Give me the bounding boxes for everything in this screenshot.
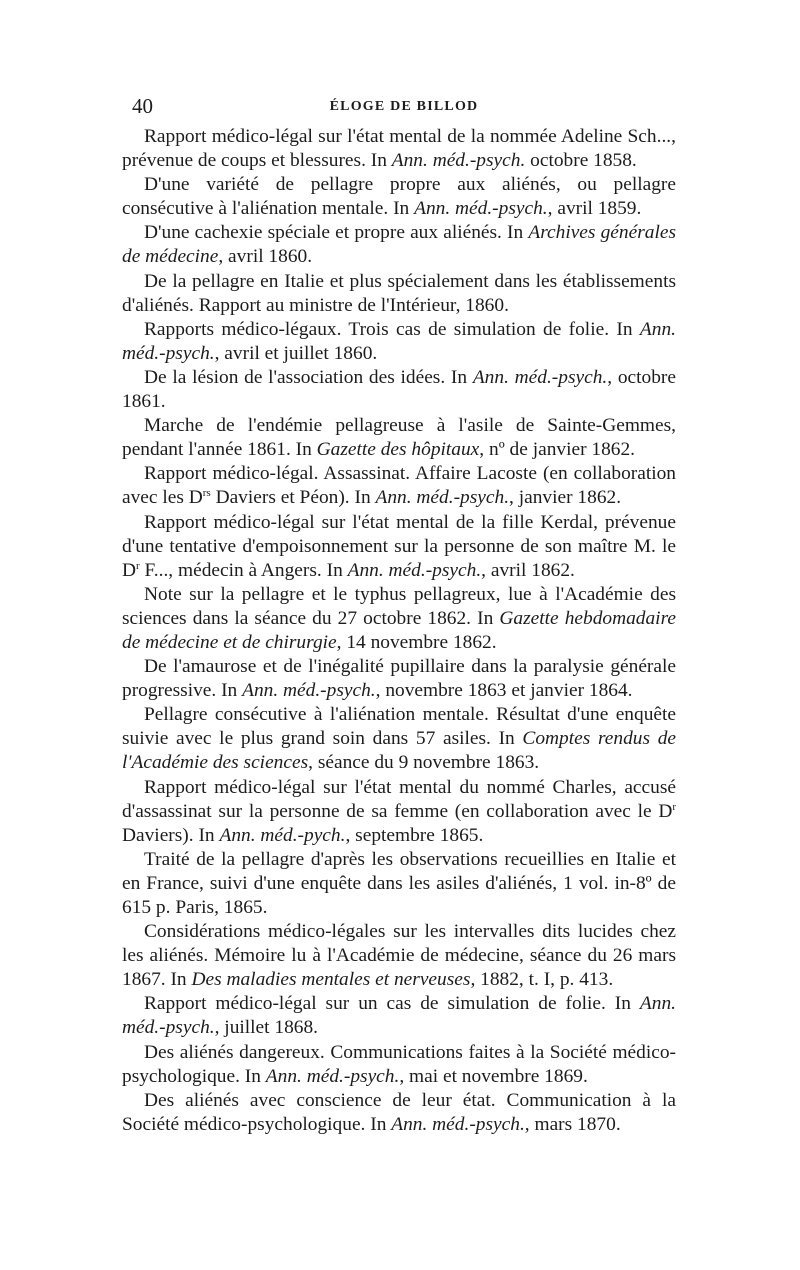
entry-text: Rapport médico-légal. Assassinat. Affaire Lacoste (en collaboration avec les D	[122, 463, 676, 509]
entry-text: Traité de la pellagre d'après les observations recueillies en Italie et en France, suivi d'une enquête dans les asiles d'aliénés, 1 vol. in-8º de 615 p. Paris, 1865.	[122, 848, 676, 918]
publication-title: Ann. méd.-psych.	[265, 1065, 400, 1087]
entry-text: Daviers et Péon). In	[210, 487, 376, 509]
bibliography-entry	[122, 173, 676, 221]
entry-text: Des aliénés dangereux. Communications faites à la Société médico-psychologique. In	[122, 1041, 676, 1087]
entry-text: De la lésion de l'association des idées. In	[144, 366, 473, 388]
entry-text: octobre 1858.	[525, 150, 637, 172]
bibliography-entry	[122, 920, 676, 992]
entry-text: , avril 1862.	[481, 559, 575, 581]
publication-title: Ann. méd.-pych.	[219, 824, 346, 846]
publication-title: Des maladies mentales et nerveuses	[191, 969, 471, 991]
entry-text: Daviers). In	[122, 824, 220, 846]
entry-text: D'une cachexie spéciale et propre aux aliénés. In	[144, 222, 529, 244]
publication-title: Ann. méd.-psych.	[375, 487, 510, 509]
page-header	[132, 93, 676, 119]
entry-text: , nº de janvier 1862.	[479, 439, 636, 461]
entry-text: Rapport médico-légal sur l'état mental de la nommée Adeline Sch..., prévenue de coups et blessures. In	[122, 126, 676, 172]
bibliography-entry	[122, 848, 676, 920]
entry-text: Note sur la pellagre et le typhus pellagreux, lue à l'Académie des sciences dans la séance du 27 octobre 1862. In	[122, 583, 676, 629]
bibliography-entry	[122, 583, 676, 655]
bibliography-entry	[122, 1089, 676, 1137]
superscript: rs	[202, 487, 211, 500]
entry-text: F..., médecin à Angers. In	[139, 559, 348, 581]
entry-text: , avril 1860.	[218, 246, 313, 268]
entry-text: Considérations médico-légales sur les intervalles dits lucides chez les aliénés. Mémoire lu à l'Académie de médecine, séance du 26 mars 1867. In	[122, 921, 676, 991]
entry-text: Des aliénés avec conscience de leur état. Communication à la Société médico-psychologique. In	[122, 1089, 676, 1135]
bibliography-entry	[122, 125, 676, 173]
publication-title: Ann. méd.-psych.	[414, 198, 548, 220]
publication-title: Ann. méd.-psych.	[122, 993, 676, 1039]
entry-text: Marche de l'endémie pellagreuse à l'asile de Sainte-Gemmes, pendant l'année 1861. In	[122, 415, 676, 461]
bibliography-entry	[122, 776, 676, 848]
bibliography-list	[122, 125, 676, 1137]
entry-text: , mars 1870.	[524, 1113, 621, 1135]
bibliography-entry	[122, 318, 676, 366]
entry-text: De l'amaurose et de l'inégalité pupillaire dans la paralysie générale progressive. In	[122, 656, 676, 702]
publication-title: Comptes rendus de l'Académie des sciences	[122, 728, 676, 774]
publication-title: Ann. méd.-psych.	[472, 366, 608, 388]
bibliography-entry	[122, 221, 676, 269]
entry-text: , avril 1859.	[547, 198, 642, 220]
publication-title: Ann. méd.-psych.	[242, 680, 376, 702]
publication-title: Ann. méd.-psych.	[347, 559, 482, 581]
bibliography-entry	[122, 703, 676, 775]
page-number: 40	[132, 94, 153, 118]
publication-title: Archives générales de médecine	[122, 222, 676, 268]
superscript: r	[136, 559, 140, 572]
bibliography-entry	[122, 1041, 676, 1089]
entry-text: Pellagre consécutive à l'aliénation mentale. Résultat d'une enquête suivie avec le plus grand soin dans 57 asiles. In	[122, 704, 676, 750]
entry-text: D'une variété de pellagre propre aux aliénés, ou pellagre consécutive à l'aliénation mentale. In	[122, 174, 676, 220]
bibliography-entry	[122, 414, 676, 462]
bibliography-entry	[122, 511, 676, 583]
bibliography-entry	[122, 270, 676, 318]
entry-text: , janvier 1862.	[509, 487, 622, 509]
bibliography-entry	[122, 366, 676, 414]
entry-text: Rapports médico-légaux. Trois cas de simulation de folie. In	[144, 318, 640, 340]
entry-text: , 14 novembre 1862.	[336, 631, 497, 653]
superscript: r	[672, 800, 676, 813]
publication-title: Gazette hebdomadaire de médecine et de chirurgie	[122, 607, 676, 653]
entry-text: Rapport médico-légal sur un cas de simulation de folie. In	[144, 993, 640, 1015]
entry-text: De la pellagre en Italie et plus spécialement dans les établissements d'aliénés. Rapport au ministre de l'Intérieur, 1860.	[122, 270, 676, 316]
bibliography-entry	[122, 992, 676, 1040]
bibliography-entry	[122, 462, 676, 510]
entry-text: , 1882, t. I, p. 413.	[470, 969, 614, 991]
running-title: ÉLOGE DE BILLOD	[329, 99, 479, 114]
entry-text: , mai et novembre 1869.	[399, 1065, 588, 1087]
entry-text: Rapport médico-légal sur l'état mental du nommé Charles, accusé d'assassinat sur la personne de sa femme (en collaboration avec le D	[122, 776, 676, 822]
entry-text: , séance du 9 novembre 1863.	[308, 752, 540, 774]
entry-text: , novembre 1863 et janvier 1864.	[375, 680, 633, 702]
entry-text: , juillet 1868.	[214, 1017, 319, 1039]
publication-title: Ann. méd.-psych.	[122, 318, 676, 364]
bibliography-entry	[122, 655, 676, 703]
publication-title: Ann. méd.-psych.	[391, 150, 526, 172]
entry-text: Rapport médico-légal sur l'état mental de la fille Kerdal, prévenue d'une tentative d'empoisonnement sur la personne de son maître M. le D	[122, 511, 676, 581]
publication-title: Ann. méd.-psych.	[391, 1113, 525, 1135]
entry-text: , avril et juillet 1860.	[214, 342, 378, 364]
entry-text: , octobre 1861.	[122, 366, 676, 413]
entry-text: , septembre 1865.	[345, 824, 484, 846]
publication-title: Gazette des hôpitaux	[316, 439, 480, 461]
